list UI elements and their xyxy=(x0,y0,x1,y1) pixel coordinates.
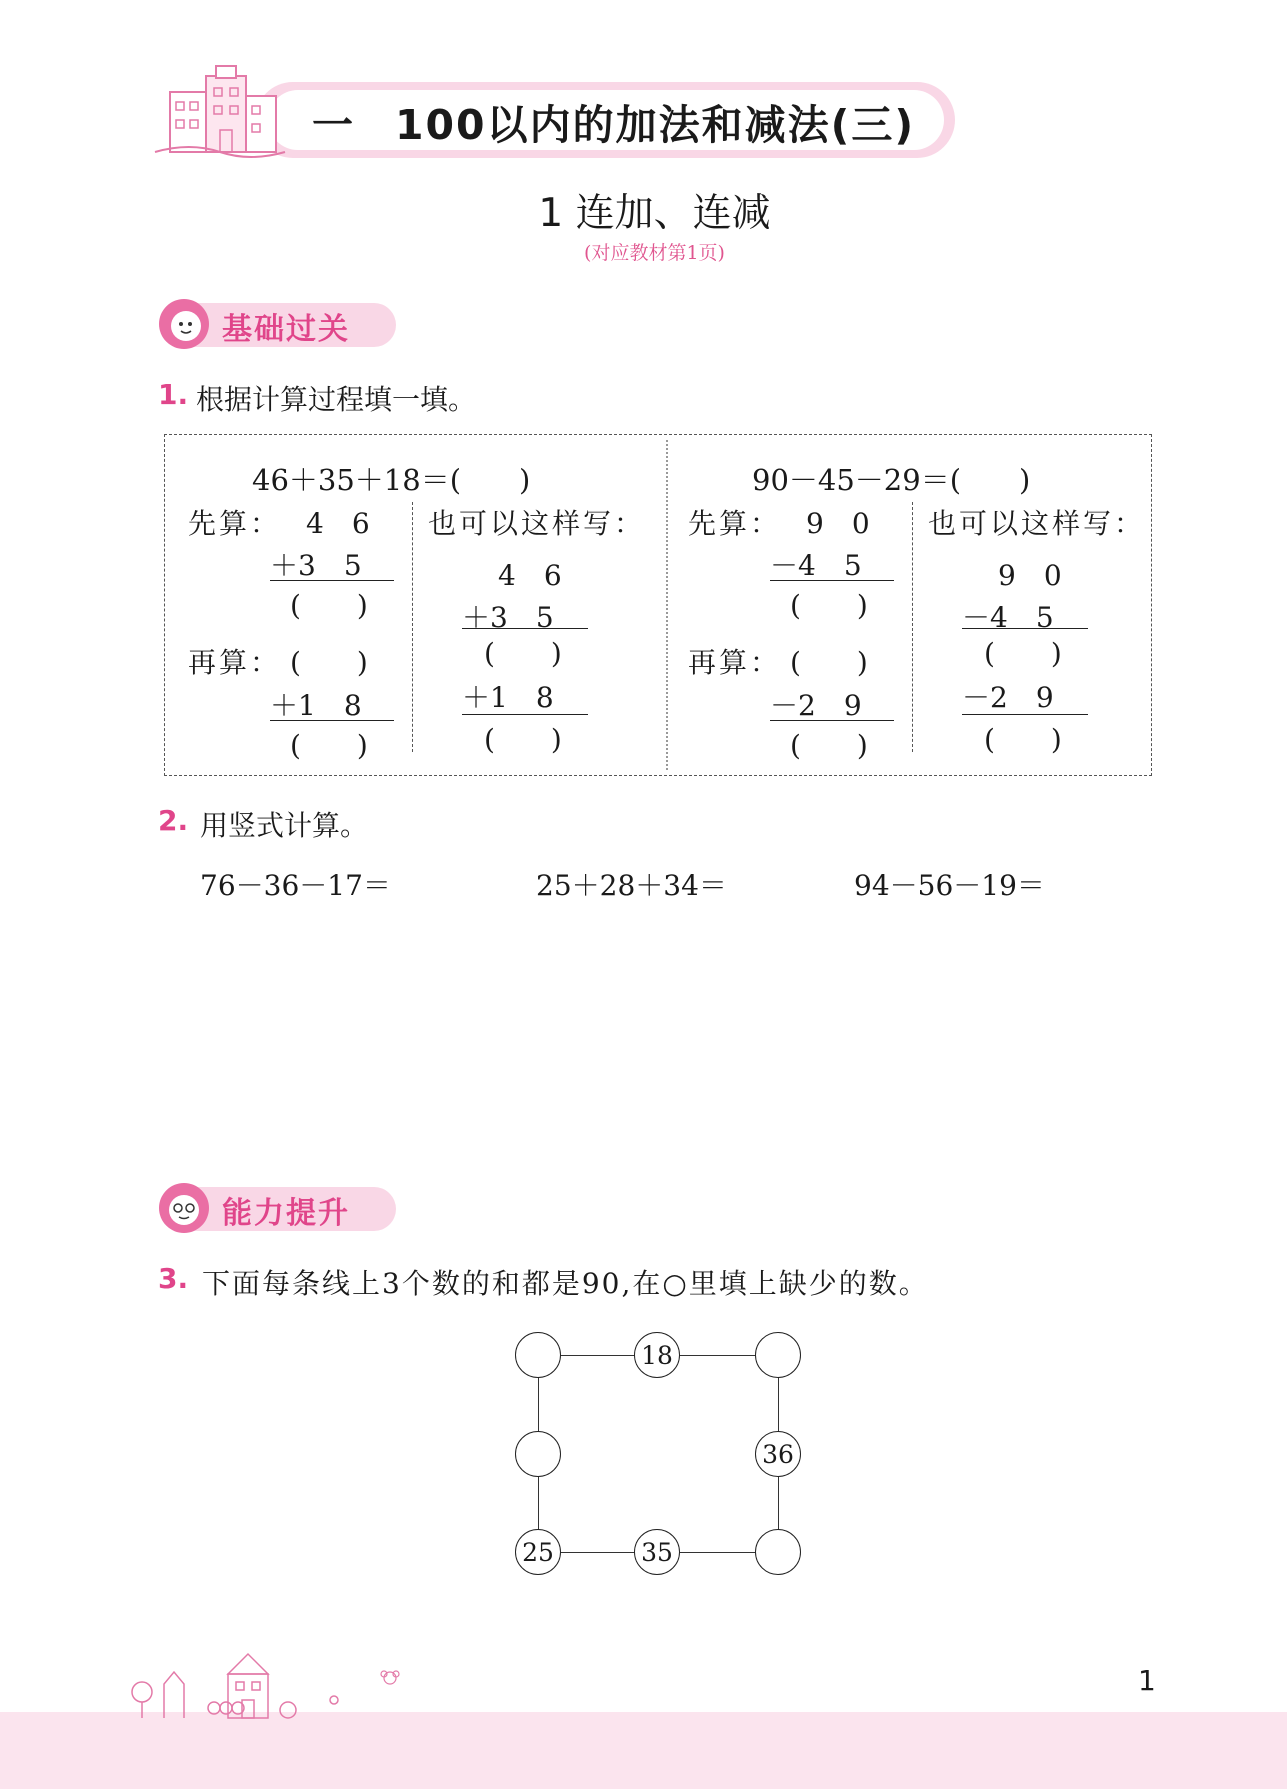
left-step1-blank[interactable]: ( ) xyxy=(290,589,368,622)
chapter-title-text: 100以内的加法和减法(三) xyxy=(395,101,916,149)
circle-left-middle-blank[interactable] xyxy=(515,1431,561,1477)
right-then-label: 再算： xyxy=(688,646,782,679)
left-step2-top-blank[interactable]: ( ) xyxy=(290,646,368,679)
right-inner-divider xyxy=(912,502,913,752)
right-equation: 90－45－29＝( ) xyxy=(752,463,1031,497)
circle-bottom-right-blank[interactable] xyxy=(755,1529,801,1575)
right-step2-rule xyxy=(770,720,894,721)
circle-top-middle: 18 xyxy=(634,1332,680,1378)
right-step1-rule xyxy=(770,580,894,581)
right-step2-top-blank[interactable]: ( ) xyxy=(790,646,868,679)
vertical-problem-2: 25＋28＋34＝ xyxy=(536,869,727,902)
right-alt-rule2 xyxy=(962,714,1088,715)
section-title-advanced: 能力提升 xyxy=(222,1196,350,1231)
lesson-title: 1 连加、连减 xyxy=(538,191,771,236)
left-first-label: 先算： xyxy=(188,507,282,540)
left-step1-top: 4 6 xyxy=(306,507,370,540)
circle-top-left-blank[interactable] xyxy=(515,1332,561,1378)
question-number-3: 3. xyxy=(158,1262,189,1295)
circle-bottom-left: 25 xyxy=(515,1529,561,1575)
right-alt-operand1: －4 5 xyxy=(962,601,1054,634)
left-then-label: 再算： xyxy=(188,646,282,679)
right-alt-operand2: －2 9 xyxy=(962,681,1054,714)
right-alt-label: 也可以这样写： xyxy=(928,507,1146,540)
left-alt-blank2[interactable]: ( ) xyxy=(484,723,562,756)
boy-mascot-icon xyxy=(156,1180,212,1236)
circle-bottom-middle: 35 xyxy=(634,1529,680,1575)
circle-top-right-blank[interactable] xyxy=(755,1332,801,1378)
left-alt-operand2: ＋1 8 xyxy=(462,681,554,714)
page-number: 1 xyxy=(1138,1664,1156,1697)
right-step2-operand: －2 9 xyxy=(770,689,862,722)
left-alt-rule1 xyxy=(462,628,588,629)
left-step2-operand: ＋1 8 xyxy=(270,689,362,722)
right-step2-blank[interactable]: ( ) xyxy=(790,729,868,762)
chapter-number: 一 xyxy=(312,101,355,149)
left-step1-operand: ＋3 5 xyxy=(270,549,362,582)
circle-right-middle: 36 xyxy=(755,1431,801,1477)
left-step1-rule xyxy=(270,580,394,581)
question-text-1: 根据计算过程填一填。 xyxy=(196,383,477,416)
left-alt-blank1[interactable]: ( ) xyxy=(484,637,562,670)
right-alt-rule1 xyxy=(962,628,1088,629)
town-illustration-icon xyxy=(118,1646,418,1720)
vertical-problem-3: 94－56－19＝ xyxy=(854,869,1045,902)
right-first-label: 先算： xyxy=(688,507,782,540)
box-divider xyxy=(666,440,668,770)
question-number-2: 2. xyxy=(158,804,189,837)
right-step1-operand: －4 5 xyxy=(770,549,862,582)
right-alt-blank1[interactable]: ( ) xyxy=(984,637,1062,670)
right-alt-blank2[interactable]: ( ) xyxy=(984,723,1062,756)
left-inner-divider xyxy=(412,502,413,752)
left-alt-operand1: ＋3 5 xyxy=(462,601,554,634)
school-building-icon xyxy=(150,62,290,162)
left-step2-rule xyxy=(270,720,394,721)
right-step1-blank[interactable]: ( ) xyxy=(790,589,868,622)
question-text-2: 用竖式计算。 xyxy=(200,809,369,842)
left-alt-rule2 xyxy=(462,714,588,715)
left-equation: 46＋35＋18＝( ) xyxy=(252,463,531,497)
right-alt-top: 9 0 xyxy=(998,559,1062,592)
question-text-3: 下面每条线上3个数的和都是90,在○里填上缺少的数。 xyxy=(202,1267,929,1300)
vertical-problem-1: 76－36－17＝ xyxy=(200,869,391,902)
right-step1-top: 9 0 xyxy=(806,507,870,540)
section-title-basic: 基础过关 xyxy=(222,312,350,347)
chapter-title xyxy=(312,92,915,151)
left-step2-blank[interactable]: ( ) xyxy=(290,729,368,762)
left-alt-label: 也可以这样写： xyxy=(428,507,646,540)
question-number-1: 1. xyxy=(158,378,189,411)
lesson-reference: (对应教材第1页) xyxy=(584,242,725,264)
left-alt-top: 4 6 xyxy=(498,559,562,592)
footer-band xyxy=(0,1712,1287,1789)
girl-mascot-icon xyxy=(156,296,212,352)
